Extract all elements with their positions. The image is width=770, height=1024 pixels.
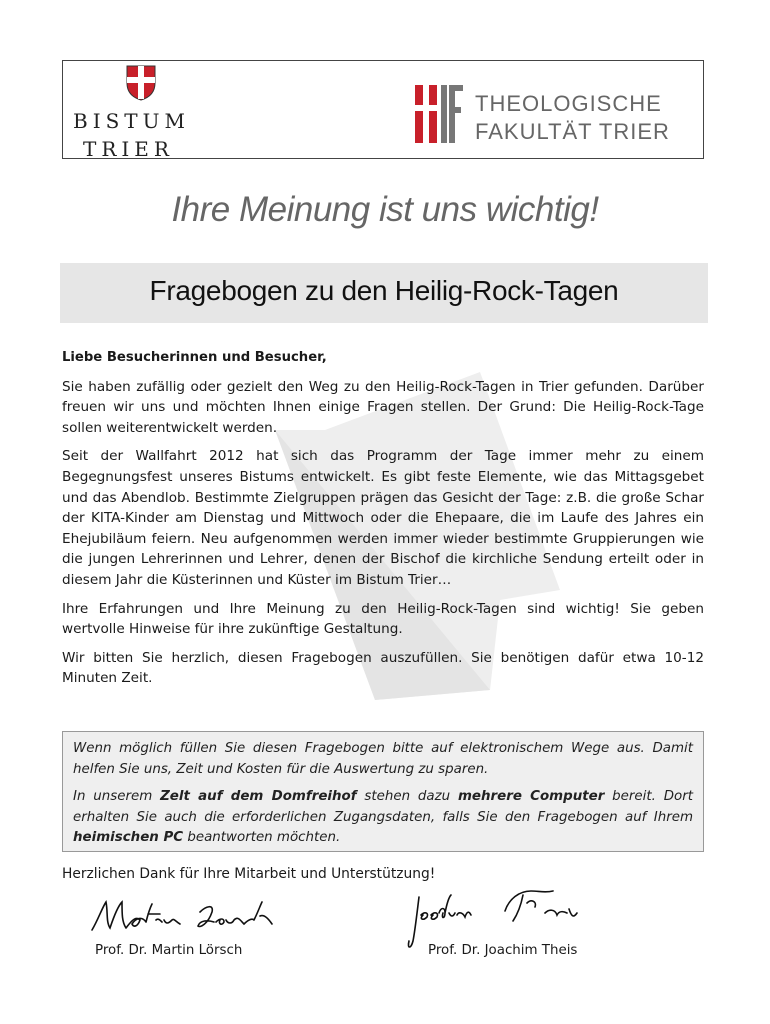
headline: Ihre Meinung ist uns wichtig! bbox=[171, 190, 599, 229]
home-pc-note: heimischen PC bbox=[73, 830, 184, 845]
greeting: Liebe Besucherinnen und Besucher, bbox=[62, 350, 327, 365]
faculty-emblem-icon bbox=[415, 85, 465, 143]
faculty-logo-line2: FAKULTÄT TRIER bbox=[475, 119, 670, 144]
shield-cross-icon bbox=[126, 65, 156, 101]
paragraph-importance: Ihre Erfahrungen und Ihre Meinung zu den Heilig-Rock-Tagen sind wichtig! Sie geben wertvolle Hinweise für ihre zukünftige Gestaltung. bbox=[62, 600, 704, 638]
signature-martin-loersch bbox=[88, 890, 288, 938]
bistum-logo-line2: TRIER bbox=[83, 137, 174, 161]
notice-paragraph-2: In unserem Zelt auf dem Domfreihof stehen dazu mehrere Computer bereit. Dort erhalten Sie auch die erforderlichen Zugangsdaten, falls Sie den Fragebogen auf Ihrem heimischen PC beantworten möchten. bbox=[73, 789, 693, 845]
signatory-name-1: Prof. Dr. Martin Lörsch bbox=[95, 943, 243, 958]
theologische-fakultaet-logo bbox=[415, 85, 705, 147]
letter-body bbox=[62, 348, 704, 697]
title-bar bbox=[60, 263, 708, 323]
page-title: Fragebogen zu den Heilig-Rock-Tagen bbox=[149, 275, 619, 306]
notice-box bbox=[62, 731, 704, 852]
thanks-line: Herzlichen Dank für Ihre Mitarbeit und Unterstützung! bbox=[62, 866, 436, 882]
faculty-logo-line1: THEOLOGISCHE bbox=[475, 91, 662, 116]
computers-note: mehrere Computer bbox=[457, 789, 605, 804]
paragraph-program: Seit der Wallfahrt 2012 hat sich das Programm der Tage immer mehr zu einem Begegnungsfest unseres Bistums entwickelt. Es gibt feste Elemente, wie das Mittagsgebet und das Abendlob. Bestimmte Zielgruppen prägen das Gesicht der Tage: z.B. die große Schar der KITA-Kinder am Dienstag und Mittwoch oder die Ehepaare, die im Laufe des Jahres ein Ehejubiläum feiern. Neu aufgenommen werden immer wieder bestimmte Gruppierungen wie die jungen Lehrerinnen und Lehrer, denen der Bischof die kirchliche Sendung erteilt oder in diesem Jahr die Küsterinnen und Küster im Bistum Trier… bbox=[62, 448, 704, 588]
tent-location: Zelt auf dem Domfreihof bbox=[160, 789, 357, 804]
bistum-trier-logo bbox=[71, 63, 211, 161]
signatory-name-2: Prof. Dr. Joachim Theis bbox=[428, 943, 578, 958]
notice-paragraph-1: Wenn möglich füllen Sie diesen Fragebogen bitte auf elektronischem Wege aus. Damit helfen Sie uns, Zeit und Kosten für die Auswertung zu sparen. bbox=[73, 741, 693, 777]
paragraph-intro: Sie haben zufällig oder gezielt den Weg zu den Heilig-Rock-Tagen in Trier gefunden. Darüber freuen wir uns und möchten Ihnen einige Fragen stellen. Der Grund: Die Heilig-Rock-Tage sollen weiterentwickelt werden. bbox=[62, 378, 704, 436]
bistum-logo-line1: BISTUM bbox=[73, 109, 190, 133]
paragraph-request: Wir bitten Sie herzlich, diesen Fragebogen auszufüllen. Sie benötigen dafür etwa 10-12 Minuten Zeit. bbox=[62, 649, 704, 687]
logo-header bbox=[62, 60, 704, 159]
